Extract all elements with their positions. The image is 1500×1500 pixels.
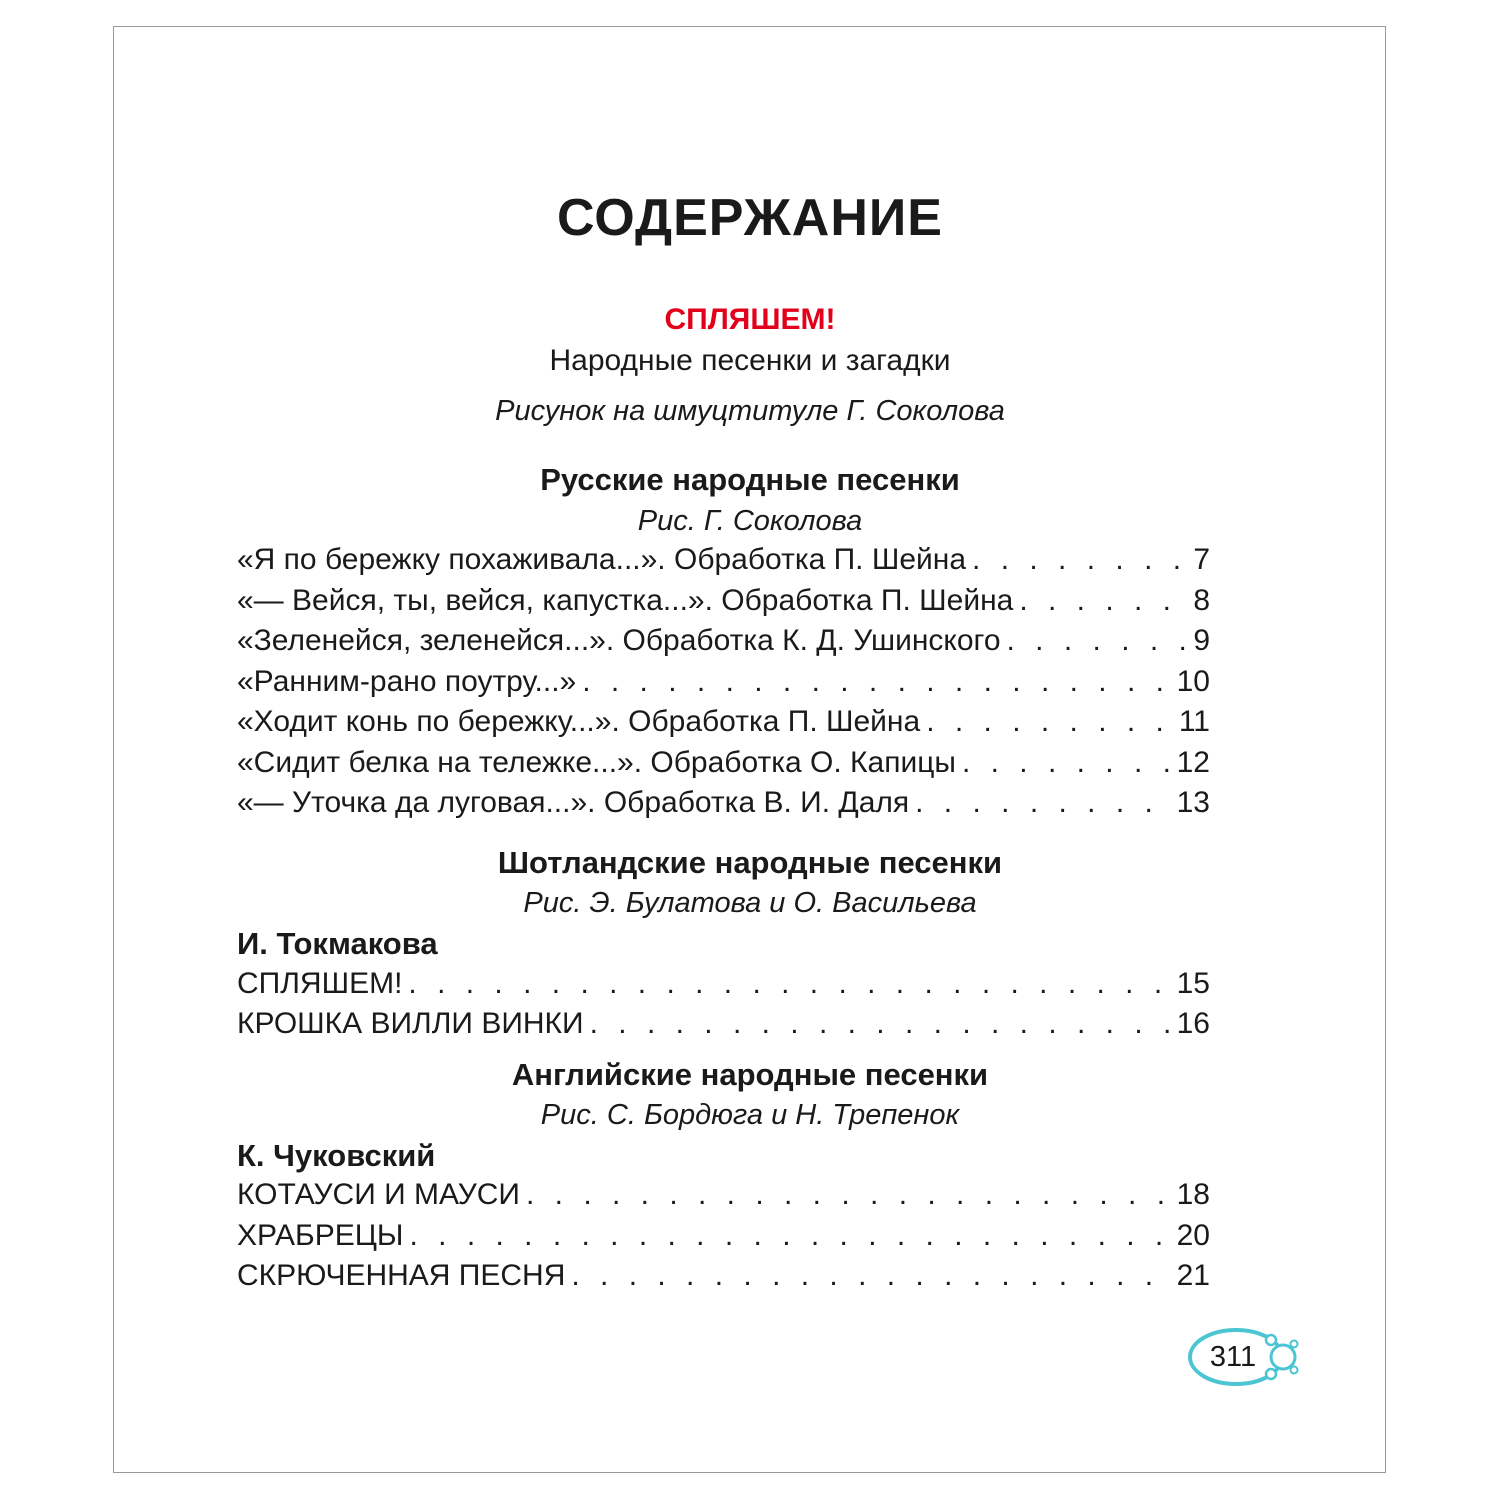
toc-entry-title: КРОШКА ВИЛЛИ ВИНКИ (237, 1007, 584, 1040)
toc-entry-page: 9 (1193, 624, 1210, 657)
toc-entry[interactable] (237, 702, 1210, 742)
toc-entry-page: 8 (1193, 584, 1210, 617)
toc-entry-title: СПЛЯШЕМ! (237, 967, 403, 1000)
toc-entry-title: КОТАУСИ И МАУСИ (237, 1178, 520, 1211)
toc-entry-title: «Сидит белка на тележке...». Обработка О. Капицы (237, 746, 956, 779)
toc-entry-page: 11 (1178, 705, 1210, 738)
toc-entry-title: СКРЮЧЕННАЯ ПЕСНЯ (237, 1259, 566, 1292)
toc-entry-title: «Ходит конь по бережку...». Обработка П. Шейна (237, 705, 921, 738)
toc-entry-page: 18 (1176, 1178, 1210, 1211)
toc-entry-title: «Зеленейся, зеленейся...». Обработка К. Д. Ушинского (237, 624, 1001, 657)
group-illustrator-scottish: Рис. Э. Булатова и О. Васильева (523, 887, 977, 919)
author-name: К. Чуковский (237, 1138, 436, 1173)
author-name: И. Токмакова (237, 926, 438, 961)
toc-leader-dots (1019, 581, 1187, 621)
group-title-english: Английские народные песенки (511, 1057, 989, 1092)
toc-entry-title: «Я по бережку похаживала...». Обработка П. Шейна (237, 543, 967, 576)
toc-entry[interactable] (237, 783, 1210, 823)
toc-leader-dots (915, 783, 1170, 823)
page-title: СОДЕРЖАНИЕ (557, 189, 943, 247)
group-illustrator-english: Рис. С. Бордюга и Н. Трепенок (540, 1099, 960, 1131)
toc-entry[interactable] (237, 540, 1210, 580)
toc-entry-page: 21 (1176, 1259, 1210, 1292)
toc-entry-page: 10 (1176, 665, 1210, 698)
toc-leader-dots (582, 662, 1170, 702)
toc-entry[interactable] (237, 1004, 1210, 1044)
toc-leader-dots (590, 1004, 1171, 1044)
toc-entry[interactable] (237, 581, 1210, 621)
toc-entry-page: 7 (1193, 543, 1210, 576)
toc-leader-dots (926, 702, 1173, 742)
toc-entry[interactable] (237, 1175, 1210, 1215)
toc-leader-dots (972, 540, 1187, 580)
toc-entry[interactable] (237, 621, 1210, 661)
toc-leader-dots (962, 743, 1171, 783)
group-illustrator-russian: Рис. Г. Соколова (637, 505, 863, 537)
toc-leader-dots (408, 964, 1170, 1004)
toc-entry[interactable] (237, 964, 1210, 1004)
group-title-russian: Русские народные песенки (540, 462, 960, 497)
toc-leader-dots (526, 1175, 1171, 1215)
toc-entry[interactable] (237, 1216, 1210, 1256)
group-title-scottish: Шотландские народные песенки (497, 845, 1003, 880)
toc-entry-page: 20 (1176, 1219, 1210, 1252)
toc-entry-page: 16 (1176, 1007, 1210, 1040)
toc-entry-page: 13 (1176, 786, 1210, 819)
toc-leader-dots (571, 1256, 1170, 1296)
section-subtitle: Народные песенки и загадки (549, 344, 951, 377)
page-number: 311 (1209, 1341, 1257, 1373)
toc-entry[interactable] (237, 743, 1210, 783)
section-title: СПЛЯШЕМ! (664, 303, 836, 336)
toc-entry-title: «Ранним-рано поутру...» (237, 665, 577, 698)
toc-entry-page: 12 (1176, 746, 1210, 779)
toc-entry-page: 15 (1176, 967, 1210, 1000)
toc-entry[interactable] (237, 1256, 1210, 1296)
frontispiece-credit: Рисунок на шмуцтитуле Г. Соколова (495, 395, 1005, 427)
toc-entry-title: «— Вейся, ты, вейся, капустка...». Обработка П. Шейна (237, 584, 1014, 617)
toc-leader-dots (409, 1216, 1170, 1256)
toc-entry[interactable] (237, 662, 1210, 702)
toc-leader-dots (1007, 621, 1188, 661)
toc-entry-title: «— Уточка да луговая...». Обработка В. И. Даля (237, 786, 910, 819)
toc-entry-title: ХРАБРЕЦЫ (237, 1219, 404, 1252)
